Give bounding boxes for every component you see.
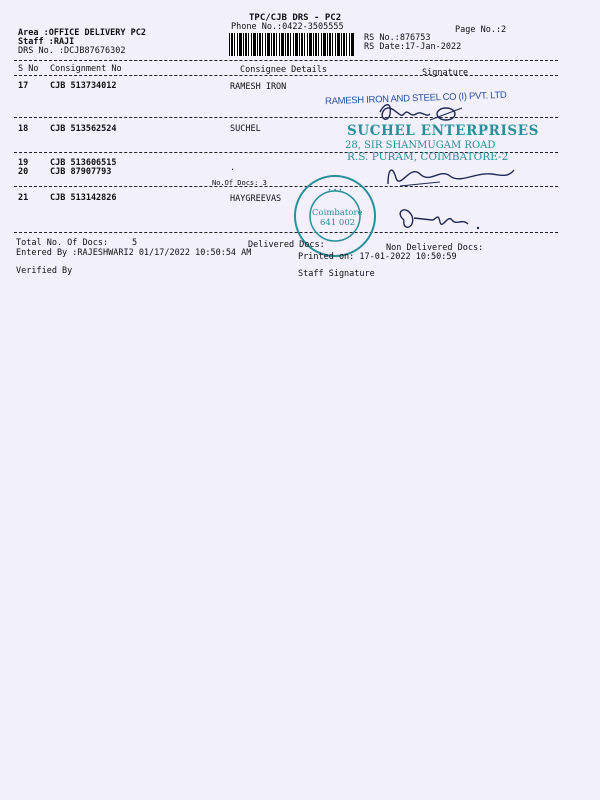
row-divider: [14, 117, 558, 118]
row-sno: 18: [18, 124, 29, 134]
area-label: Area :OFFICE DELIVERY PC2: [18, 28, 146, 38]
drs-number: DRS No. :DCJB87676302: [18, 46, 126, 56]
svg-text:• • •: • • •: [327, 187, 343, 194]
row-sno: 17: [18, 81, 29, 91]
row-consignment: CJB 87907793: [50, 167, 112, 177]
ramesh-stamp: RAMESH IRON AND STEEL CO (I) PVT. LTD: [324, 89, 507, 108]
row-consignee: .: [230, 163, 236, 173]
rule-header: [14, 75, 558, 76]
suchel-stamp-name: SUCHEL ENTERPRISES: [347, 123, 539, 139]
row-sno: 20: [18, 167, 29, 177]
signature-row18: [380, 160, 520, 195]
row-consignment: CJB 513562524: [50, 124, 117, 134]
rule-top: [14, 60, 558, 61]
rs-date: RS Date:17-Jan-2022: [364, 42, 462, 52]
row-sno: 21: [18, 193, 29, 203]
printed-on: Printed on: 17-01-2022 10:50:59: [298, 252, 457, 262]
row-sno: 19: [18, 158, 29, 168]
row-consignee: RAMESH IRON: [230, 82, 287, 92]
signature-row21: [392, 202, 492, 238]
page-number: Page No.:2: [455, 25, 507, 35]
col-signature: Signature: [422, 68, 469, 78]
entered-by: Entered By :RAJESHWARI2 01/17/2022 10:50:54 AM: [16, 248, 252, 258]
verified-by: Verified By: [16, 266, 73, 276]
suchel-stamp-addr2: R.S. PURAM, COIMBATORE-2: [347, 151, 509, 163]
delivered-docs: Delivered Docs:: [248, 240, 325, 250]
phone-number: Phone No.:0422-3505555: [231, 22, 344, 32]
row-consignment: CJB 513734012: [50, 81, 117, 91]
staff-label: Staff :RAJI: [18, 37, 75, 47]
barcode: [229, 33, 354, 56]
suchel-stamp-addr1: 28, SIR SHANMUGAM ROAD: [345, 140, 496, 151]
row-consignee: HAYGREEVAS: [230, 194, 282, 204]
rs-number: RS No.:876753: [364, 33, 431, 43]
row-consignment: CJB 513142826: [50, 193, 117, 203]
round-seal-city: Coimbatore: [312, 208, 363, 218]
no-of-docs: No.Of Docs: 3: [212, 179, 267, 187]
col-consignment: Consignment No: [50, 64, 122, 74]
total-docs-label: Total No. Of Docs:: [16, 238, 109, 248]
staff-signature: Staff Signature: [298, 269, 375, 279]
col-sno: S No: [18, 64, 39, 74]
col-consignee: Consignee Details: [240, 65, 327, 75]
row-consignment: CJB 513606515: [50, 158, 117, 168]
row-consignee: SUCHEL: [230, 124, 261, 134]
total-docs-value: 5: [132, 238, 138, 248]
round-seal-pin: 641 002: [320, 218, 356, 228]
document-title: TPC/CJB DRS - PC2: [249, 13, 342, 23]
non-delivered-docs: Non Delivered Docs:: [386, 243, 484, 253]
